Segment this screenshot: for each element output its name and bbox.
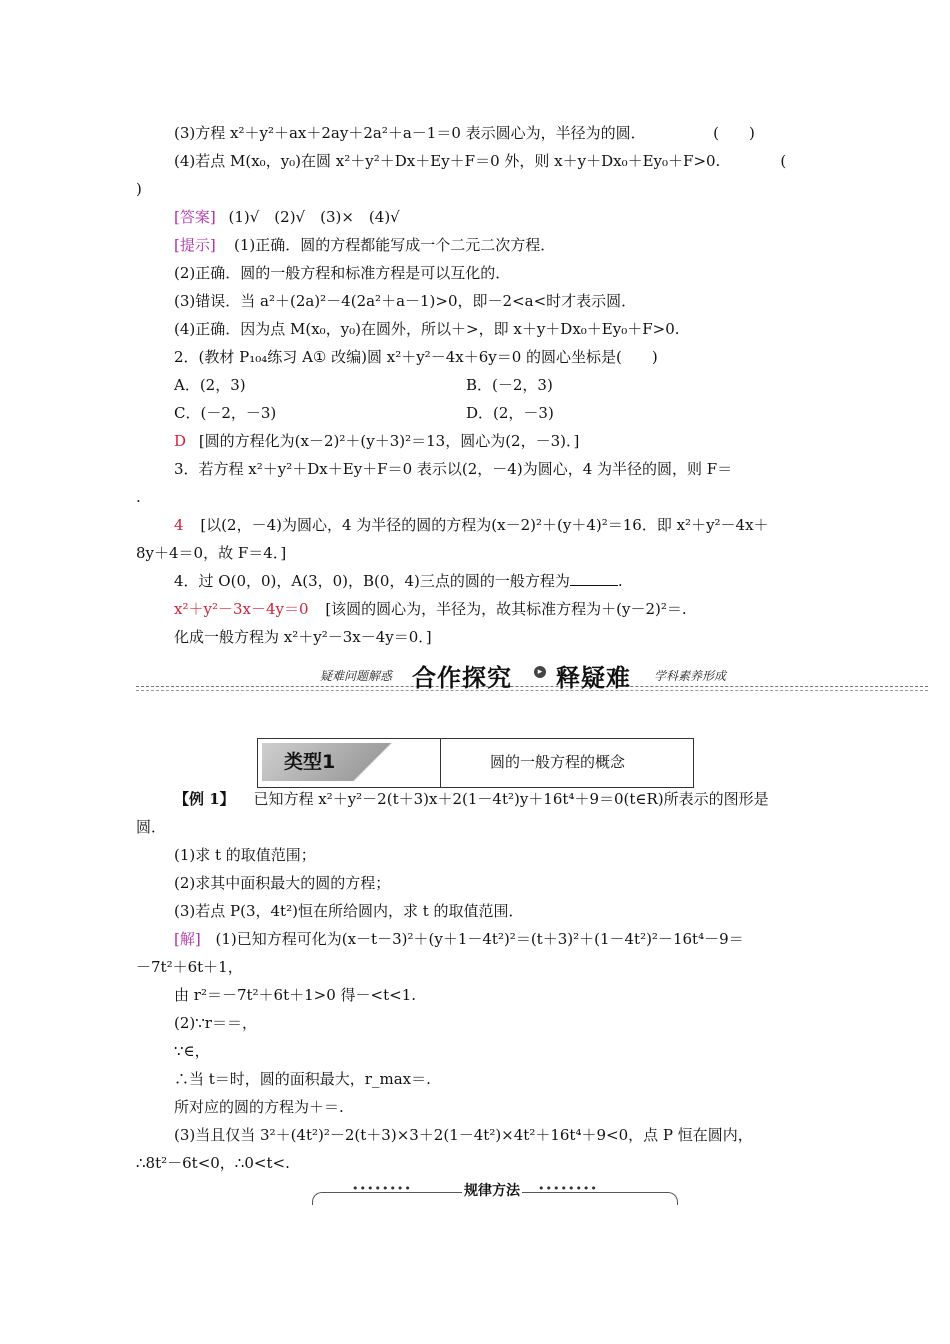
- method-bar: [312, 1182, 678, 1206]
- banner-left-small: 疑难问题解惑: [320, 669, 393, 683]
- text-line-sol3a: (3)当且仅当 3²＋(4t²)²－2(t＋3)×3＋2(1－4t²)×4t²＋16t⁴＋9<0，点 P 恒在圆内，: [174, 1126, 753, 1144]
- answer-line: [174, 207, 400, 227]
- example-tag: 【例 1】: [174, 790, 235, 808]
- q2-answer-letter: D: [174, 432, 187, 450]
- solution-tag: [解]: [174, 930, 201, 948]
- text-line-ex1q2: (2)求其中面积最大的圆的方程；: [174, 874, 391, 892]
- solution-line: [174, 929, 744, 949]
- q2-answer-text: [圆的方程化为(x－2)²＋(y＋3)²＝13，圆心为(2，－3)．]: [198, 432, 580, 450]
- text-line-q2a: A．(2，3): [174, 376, 246, 394]
- answer-tag: [答案]: [174, 208, 216, 226]
- text-line-a3b2: 8y＋4＝0，故 F＝4．]: [136, 544, 287, 562]
- text-line-hint4: (4)正确．因为点 M(x₀，y₀)在圆外，所以＋>，即 x＋y＋Dx₀＋Ey₀＋F>0.: [174, 320, 680, 338]
- text-line-q2d: D．(2，－3): [466, 404, 554, 422]
- text-line-q3b: 3．若方程 x²＋y²＋Dx＋Ey＋F＝0 表示以(2，－4)为圆心，4 为半径的圆，则 F＝: [174, 460, 733, 478]
- text-line-q2: 2．(教材 P₁₀₄练习 A① 改编)圆 x²＋y²－4x＋6y＝0 的圆心坐标是( ): [174, 348, 658, 366]
- text-line-sol2b: ∵∈，: [174, 1042, 210, 1060]
- text-line-q4b: ): [136, 180, 142, 198]
- q2-answer: [174, 431, 579, 451]
- example-text: 已知方程 x²＋y²－2(t＋3)x＋2(1－4t²)y＋16t⁴＋9＝0(t∈R)所表示的图形是: [253, 790, 769, 808]
- text-line-q3bdot: .: [136, 488, 141, 506]
- text-line-sol2d: 所对应的圆的方程为＋＝.: [174, 1098, 344, 1116]
- text-line-hint1: (1)正确．圆的方程都能写成一个二元二次方程．: [234, 236, 556, 254]
- method-dots-right: ••••••••: [538, 1182, 598, 1195]
- text-line-ex1q3: (3)若点 P(3，4t²)恒在所给圆内，求 t 的取值范围．: [174, 902, 524, 920]
- text-line-q2c: C．(－2，－3): [174, 404, 277, 422]
- type-box-divider: [440, 739, 441, 787]
- q4-answer-value: x²＋y²－3x－4y＝0: [174, 600, 309, 618]
- banner-arrow-icon: ▸: [534, 666, 546, 678]
- method-dots-left: ••••••••: [352, 1182, 412, 1195]
- q4-answer-text: [该圆的圆心为，半径为，故其标准方程为＋(y－2)²＝.: [325, 600, 687, 618]
- text-line-hint3: (3)错误．当 a²＋(2a)²－4(2a²＋a－1)>0，即－2<a<时才表示圆．: [174, 292, 637, 310]
- q3-answer-value: 4: [174, 516, 184, 534]
- q4-blank: [570, 571, 618, 586]
- text-line-sol1b: －7t²＋6t＋1，: [136, 958, 243, 976]
- banner-dash-2: [136, 690, 928, 691]
- text-line-q4: (4)若点 M(x₀，y₀)在圆 x²＋y²＋Dx＋Ey＋F＝0 外，则 x＋y＋Dx₀＋Ey₀＋F>0. (: [174, 152, 787, 170]
- banner-big-2: 释疑难: [556, 664, 631, 692]
- text-line-sol2a: (2)∵r＝＝，: [174, 1014, 257, 1032]
- answer-text: (1)√ (2)√ (3)× (4)√: [228, 208, 400, 226]
- banner-right-small: 学科素养形成: [654, 669, 727, 683]
- banner-dash: [136, 686, 928, 687]
- q3-answer: [174, 515, 769, 535]
- q4-question: [174, 571, 623, 591]
- text-line-sol1c: 由 r²＝－7t²＋6t＋1>0 得－<t<1.: [174, 986, 417, 1004]
- method-label: 规律方法: [462, 1180, 522, 1200]
- text-line-q2b: B．(－2，3): [466, 376, 553, 394]
- example-1: [174, 789, 769, 809]
- q4-question-text: 4．过 O(0，0)，A(3，0)，B(0，4)三点的圆的一般方程为: [174, 572, 570, 590]
- solution-text: (1)已知方程可化为(x－t－3)²＋(y＋1－4t²)²＝(t＋3)²＋(1－4t²)²－16t⁴－9＝: [215, 930, 744, 948]
- hint-tag: [提示]: [174, 236, 216, 254]
- hint-line: [174, 235, 216, 255]
- text-line-sol2c: ∴当 t＝时，圆的面积最大，r_max＝.: [174, 1070, 431, 1088]
- section-banner: [136, 660, 928, 692]
- text-line-sol3b: ∴8t²－6t<0，∴0<t<.: [136, 1154, 290, 1172]
- text-line-ex1b: 圆．: [136, 818, 167, 836]
- banner-big-1: 合作探究: [412, 664, 512, 692]
- type-box: [257, 738, 694, 788]
- text-line-a4b: 化成一般方程为 x²＋y²－3x－4y＝0．]: [174, 628, 432, 646]
- q4-question-end: .: [617, 572, 623, 590]
- text-line-hint2: (2)正确．圆的一般方程和标准方程是可以互化的．: [174, 264, 511, 282]
- text-line-q3: (3)方程 x²＋y²＋ax＋2ay＋2a²＋a－1＝0 表示圆心为，半径为的圆． ( ): [174, 124, 755, 142]
- q4-answer: [174, 599, 687, 619]
- q3-answer-text: [以(2，－4)为圆心，4 为半径的圆的方程为(x－2)²＋(y＋4)²＝16．即 x²＋y²－4x＋: [200, 516, 769, 534]
- type-box-title: 圆的一般方程的概念: [490, 753, 626, 771]
- text-line-ex1q1: (1)求 t 的取值范围；: [174, 846, 316, 864]
- type-box-label: 类型1: [284, 751, 336, 773]
